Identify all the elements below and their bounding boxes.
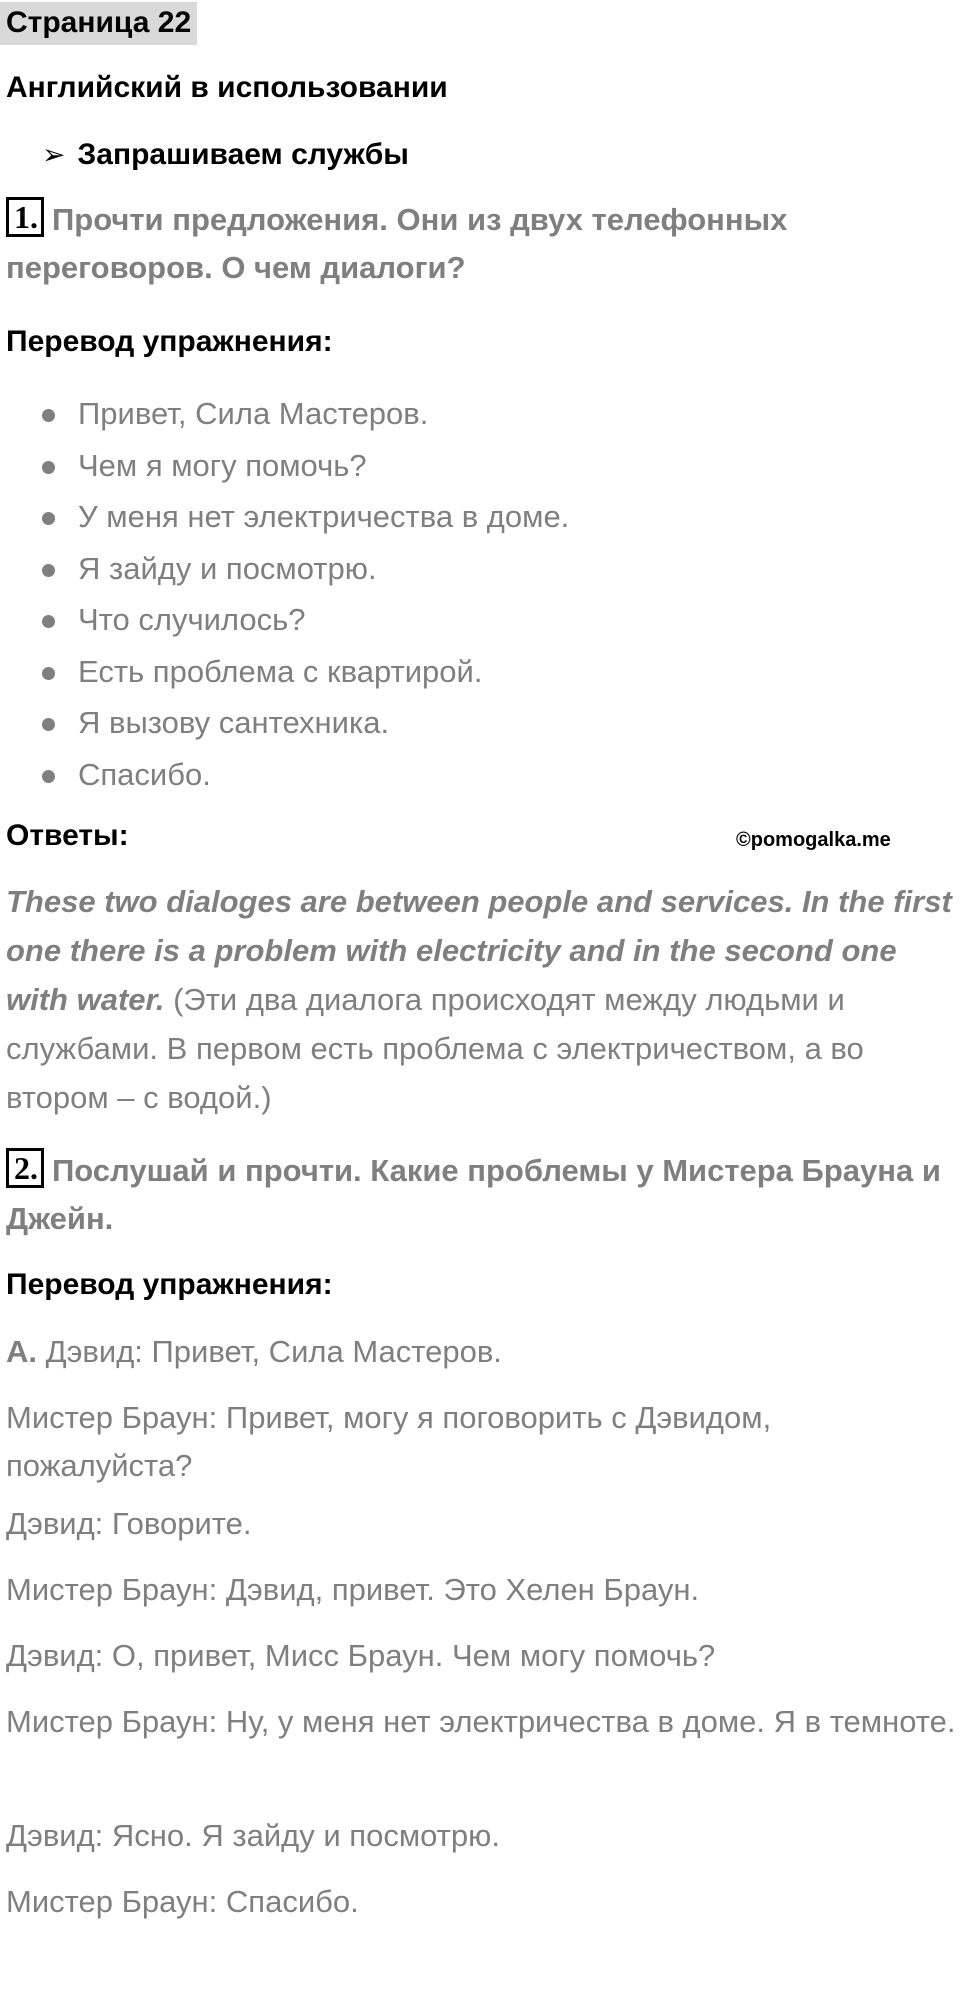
dialog-line: Дэвид: Ясно. Я зайду и посмотрю. bbox=[6, 1818, 500, 1853]
task-2-instruction bbox=[6, 1147, 956, 1243]
watermark: ©pomogalka.me bbox=[736, 829, 891, 851]
list-item: Что случилось? bbox=[40, 594, 569, 646]
answers-label: Ответы: bbox=[6, 819, 129, 852]
dialog-line bbox=[6, 1328, 956, 1376]
dialog-line-text: Дэвид: Привет, Сила Мастеров. bbox=[37, 1334, 502, 1369]
task-1-text: Прочти предложения. Они из двух телефонных переговоров. О чем диалоги? bbox=[6, 202, 788, 285]
dialog-prefix: A. bbox=[6, 1334, 37, 1369]
answer-english: These two dialoges are between people and services. In the first one there is a problem with electricity and in the second one with water. bbox=[6, 884, 952, 1017]
task-2-translation-label: Перевод упражнения: bbox=[6, 1268, 333, 1301]
task-1-answer bbox=[6, 877, 956, 1122]
page-label: Страница 22 bbox=[0, 2, 197, 45]
dialog-line: Дэвид: О, привет, Мисс Браун. Чем могу помочь? bbox=[6, 1638, 716, 1673]
list-item: Спасибо. bbox=[40, 749, 569, 801]
list-item: Я зайду и посмотрю. bbox=[40, 543, 569, 595]
task-1-number: 1. bbox=[6, 197, 44, 237]
subsection-heading bbox=[42, 137, 409, 173]
section-title: Английский в использовании bbox=[6, 71, 448, 104]
task-1-translation-label: Перевод упражнения: bbox=[6, 325, 333, 358]
task-2-text: Послушай и прочти. Какие проблемы у Мистера Брауна и Джейн. bbox=[6, 1153, 941, 1236]
dialog-line: Мистер Браун: Дэвид, привет. Это Хелен Браун. bbox=[6, 1572, 700, 1607]
dialog-line: Мистер Браун: Спасибо. bbox=[6, 1884, 359, 1919]
list-item: У меня нет электричества в доме. bbox=[40, 491, 569, 543]
list-item: Привет, Сила Мастеров. bbox=[40, 388, 569, 440]
list-item: Я вызову сантехника. bbox=[40, 697, 569, 749]
dialog-line: Мистер Браун: Ну, у меня нет электричества в доме. Я в темноте. bbox=[6, 1704, 956, 1739]
task-2-number: 2. bbox=[6, 1148, 44, 1188]
subsection-title: Запрашиваем службы bbox=[77, 138, 409, 171]
dialog-line: Дэвид: Говорите. bbox=[6, 1506, 252, 1541]
arrow-bullet-icon: ➢ bbox=[42, 139, 66, 170]
task-1-instruction bbox=[6, 196, 956, 292]
list-item: Чем я могу помочь? bbox=[40, 440, 569, 492]
list-item: Есть проблема с квартирой. bbox=[40, 646, 569, 698]
answer-russian: (Эти два диалога происходят между людьми и службами. В первом есть проблема с электричеством, а во втором – с водой.) bbox=[6, 982, 864, 1115]
dialog-line: Мистер Браун: Привет, могу я поговорить с Дэвидом, пожалуйста? bbox=[6, 1400, 772, 1483]
task-1-bullet-list bbox=[40, 388, 569, 800]
